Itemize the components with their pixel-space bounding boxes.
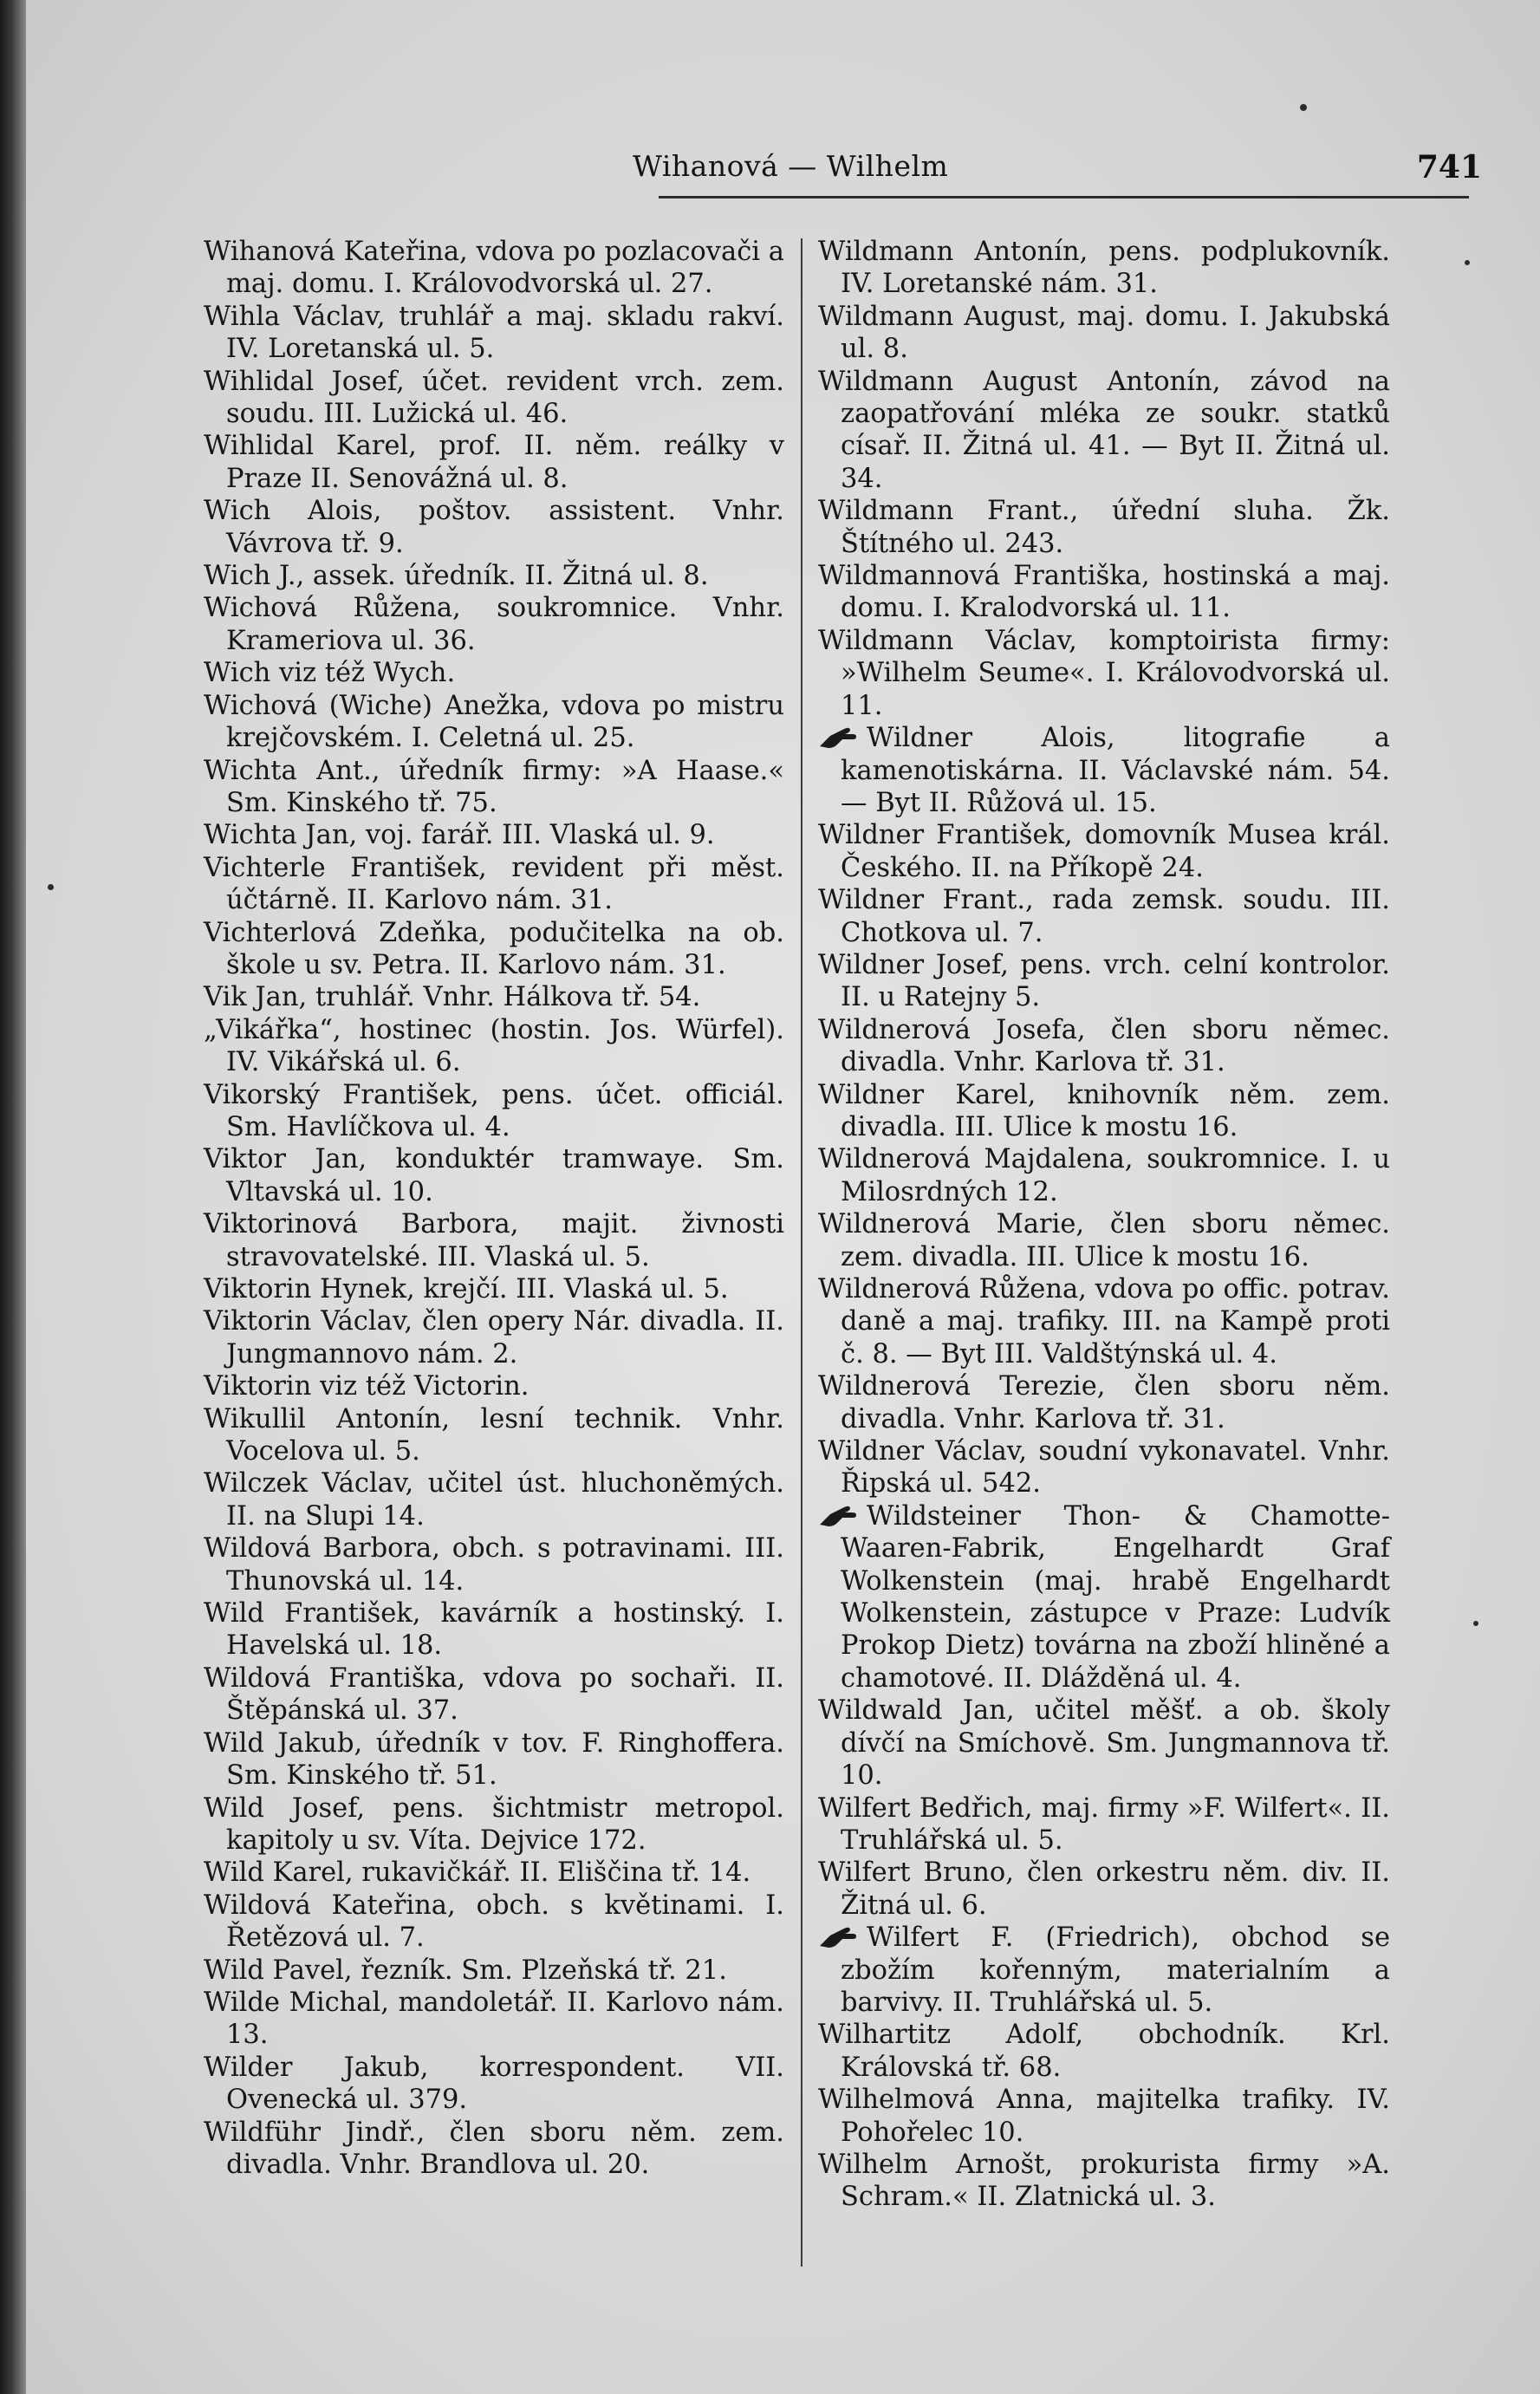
entry-text: Wild Pavel, řezník. Sm. Plzeňská tř. 21. — [204, 1955, 727, 1986]
directory-entry — [818, 1079, 1390, 1144]
directory-entry — [818, 236, 1390, 301]
entry-text: Wilhartitz Adolf, obchodník. Krl. Královská tř. 68. — [818, 2020, 1390, 2083]
left-column — [204, 236, 784, 2181]
directory-entry — [818, 1014, 1390, 1079]
entry-text: Wichová Růžena, soukromnice. Vnhr. Krameriova ul. 36. — [204, 593, 784, 656]
entry-text: Wikullil Antonín, lesní technik. Vnhr. Vocelova ul. 5. — [204, 1403, 784, 1467]
directory-entry — [204, 1403, 784, 1468]
entry-text: Wihla Václav, truhlář a maj. skladu rakví. IV. Loretanská ul. 5. — [204, 301, 784, 365]
entry-text: Wildová Františka, vdova po sochaři. II. Štěpánská ul. 37. — [204, 1662, 784, 1727]
directory-entry — [204, 1208, 784, 1273]
entry-text: Wihlidal Josef, účet. revident vrch. zem. soudu. III. Lužická ul. 46. — [204, 366, 784, 430]
entry-text: Wilfert Bruno, člen orkestru něm. div. II. Žitná ul. 6. — [818, 1857, 1390, 1921]
directory-entry — [204, 1890, 784, 1955]
entry-text: Wildwald Jan, učitel měšť. a ob. školy dívčí na Smíchově. Sm. Jungmannova tř. 10. — [818, 1695, 1390, 1792]
entry-text: Wildnerová Josefa, člen sboru němec. divadla. Vnhr. Karlova tř. 31. — [818, 1014, 1390, 1078]
directory-entry — [204, 1273, 784, 1305]
entry-text: Wild Karel, rukavičkář. II. Eliščina tř. 14. — [204, 1857, 751, 1889]
column-divider — [801, 238, 802, 2267]
directory-entry — [818, 1208, 1390, 1273]
entry-text: Wildnerová Terezie, člen sboru něm. divadla. Vnhr. Karlova tř. 31. — [818, 1371, 1390, 1434]
directory-entry — [818, 1857, 1390, 1922]
directory-entry — [204, 657, 784, 689]
print-speck — [48, 884, 54, 890]
directory-entry — [204, 430, 784, 495]
entry-text: Wildmann Frant., úřední sluha. Žk. Štítného ul. 243. — [818, 496, 1390, 559]
directory-entry — [204, 301, 784, 366]
entry-text: Wich viz též Wych. — [204, 658, 456, 689]
directory-entry — [818, 1273, 1390, 1370]
header-rule — [659, 196, 1469, 198]
directory-entry — [204, 1662, 784, 1727]
directory-entry — [204, 852, 784, 917]
entry-text: Wichta Ant., úředník firmy: »A Haase.« Sm. Kinského tř. 75. — [204, 755, 784, 818]
entry-text: Wichta Jan, voj. farář. III. Vlaská ul. 9. — [204, 820, 715, 851]
pointing-hand-icon — [818, 1502, 858, 1528]
directory-entry — [818, 625, 1390, 722]
book-gutter-shadow — [0, 0, 26, 2394]
entry-text: Viktorin viz též Victorin. — [204, 1371, 530, 1402]
directory-entry — [818, 1143, 1390, 1208]
directory-entry — [204, 236, 784, 301]
entry-text: Wild František, kavárník a hostinský. I. Havelská ul. 18. — [204, 1598, 784, 1662]
entry-text: Viktor Jan, konduktér tramwaye. Sm. Vltavská ul. 10. — [204, 1144, 784, 1207]
entry-text: Wildner Alois, litografie a kamenotiskárna. II. Václavské nám. 54. — Byt II. Růžová ul. 15. — [841, 723, 1390, 818]
pointing-hand-icon — [818, 1923, 858, 1949]
directory-entry — [818, 2149, 1390, 2214]
directory-entry — [204, 1370, 784, 1402]
entry-text: Wildnerová Marie, člen sboru němec. zem. divadla. III. Ulice k mostu 16. — [818, 1209, 1390, 1272]
page-number: 741 — [1416, 149, 1482, 185]
entry-text: Wildmann Antonín, pens. podplukovník. IV. Loretanské nám. 31. — [818, 237, 1390, 300]
directory-entry — [204, 1727, 784, 1792]
entry-text: Wildová Barbora, obch. s potravinami. III. Thunovská ul. 14. — [204, 1533, 784, 1597]
entry-text: Wildner Karel, knihovník něm. zem. divadla. III. Ulice k mostu 16. — [818, 1079, 1390, 1142]
directory-entry — [204, 755, 784, 820]
entry-text: Wihlidal Karel, prof. II. něm. reálky v Praze II. Senovážná ul. 8. — [204, 431, 784, 494]
entry-text: Wilfert Bedřich, maj. firmy »F. Wilfert«. II. Truhlářská ul. 5. — [818, 1792, 1390, 1856]
entry-text: Vichterle František, revident při měst. účtárně. II. Karlovo nám. 31. — [204, 852, 784, 916]
entry-text: Wildner Josef, pens. vrch. celní kontrolor. II. u Ratejny 5. — [818, 949, 1390, 1013]
directory-entry — [204, 1143, 784, 1208]
entry-text: Vikorský František, pens. účet. officiál. Sm. Havlíčkova ul. 4. — [204, 1079, 784, 1142]
entry-text: Wild Jakub, úředník v tov. F. Ringhofferа. Sm. Kinského tř. 51. — [204, 1727, 784, 1792]
directory-entry — [204, 366, 784, 431]
directory-entry — [204, 1014, 784, 1079]
entry-text: Wilfert F. (Friedrich), obchod se zbožím kořenným, materialním a barvivy. II. Truhlářská ul. 5. — [841, 1922, 1390, 2018]
directory-entry — [204, 1955, 784, 1987]
entry-text: Viktorin Hynek, krejčí. III. Vlaská ul. 5. — [204, 1274, 729, 1304]
directory-entry — [204, 1467, 784, 1532]
entry-text: Wildsteiner Thon- & Chamotte-Waaren-Fabrik, Engelhardt Graf Wolkenstein (maj. hrabě Engelhardt Wolkenstein, zástupce v Praze: Ludvík Prokop Dietz) továrna na zboží hliněné a chamotové. II. Dlážděná ul. 4. — [841, 1500, 1390, 1694]
directory-entry — [204, 560, 784, 592]
entry-text: Vik Jan, truhlář. Vnhr. Hálkova tř. 54. — [204, 982, 701, 1013]
directory-entry — [818, 2084, 1390, 2149]
directory-entry — [204, 1987, 784, 2052]
entry-text: Wildnerová Majdalena, soukromnice. I. u Milosrdných 12. — [818, 1144, 1390, 1207]
entry-text: Wildmann August, maj. domu. I. Jakubská ul. 8. — [818, 301, 1390, 365]
directory-entry — [818, 366, 1390, 496]
directory-entry — [818, 1792, 1390, 1857]
running-title: Wihanová — Wilhelm — [633, 149, 949, 183]
entry-text: Wildführ Jindř., člen sboru něm. zem. divadla. Vnhr. Brandlova ul. 20. — [204, 2117, 784, 2180]
directory-entry — [204, 981, 784, 1013]
pointing-hand-icon — [818, 724, 858, 750]
print-speck — [1300, 104, 1307, 111]
right-column — [818, 236, 1390, 2214]
entry-text: Wilczek Václav, učitel úst. hluchoněmých. II. na Slupi 14. — [204, 1468, 784, 1532]
directory-entry — [204, 1532, 784, 1597]
entry-text: Wilhelmová Anna, majitelka trafiky. IV. Pohořelec 10. — [818, 2085, 1390, 2148]
directory-entry — [818, 495, 1390, 560]
entry-text: Wildmann August Antonín, závod na zaopatřování mléka ze soukr. statků císař. II. Žitná ul. 41. — Byt II. Žitná ul. 34. — [818, 366, 1390, 494]
entry-text: Wilhelm Arnošt, prokurista firmy »A. Schram.« II. Zlatnická ul. 3. — [818, 2149, 1390, 2213]
directory-entry — [204, 495, 784, 560]
directory-entry — [204, 819, 784, 851]
entry-text: „Vikářka“, hostinec (hostin. Jos. Würfel). IV. Vikářská ul. 6. — [204, 1014, 784, 1078]
directory-entry — [818, 1500, 1390, 1695]
directory-entry — [204, 592, 784, 657]
directory-entry — [204, 2052, 784, 2117]
entry-text: Vichterlová Zdeňka, podučitelka na ob. škole u sv. Petra. II. Karlovo nám. 31. — [204, 917, 784, 980]
entry-text: Wich J., assek. úředník. II. Žitná ul. 8. — [204, 561, 709, 592]
directory-entry — [204, 2117, 784, 2182]
directory-entry — [818, 560, 1390, 625]
entry-text: Wilde Michal, mandoletář. II. Karlovo nám. 13. — [204, 1987, 784, 2051]
entry-text: Wildmann Václav, komptoirista firmy: »Wilhelm Seume«. I. Královodvorská ul. 11. — [818, 625, 1390, 721]
entry-text: Wilder Jakub, korrespondent. VII. Ovenecká ul. 379. — [204, 2052, 784, 2116]
directory-entry — [818, 819, 1390, 884]
directory-entry — [204, 1792, 784, 1857]
print-speck — [1473, 1621, 1478, 1626]
page-header — [633, 149, 1482, 201]
directory-entry — [204, 1305, 784, 1370]
directory-entry — [204, 1857, 784, 1889]
entry-text: Wildnerová Růžena, vdova po offic. potrav. daně a maj. trafiky. III. na Kampě proti č. 8. — Byt III. Valdštýnská ul. 4. — [818, 1274, 1390, 1369]
directory-entry — [204, 690, 784, 755]
directory-entry — [204, 1597, 784, 1662]
directory-entry — [204, 1079, 784, 1144]
entry-text: Wihanová Kateřina, vdova po pozlacovači a maj. domu. I. Královodvorská ul. 27. — [204, 237, 784, 300]
directory-entry — [818, 301, 1390, 366]
directory-entry — [818, 1435, 1390, 1500]
directory-entry — [818, 1922, 1390, 2019]
entry-text: Wildner František, domovník Musea král. Českého. II. na Příkopě 24. — [818, 820, 1390, 883]
directory-entry — [818, 722, 1390, 819]
entry-text: Viktorinová Barbora, majit. živnosti stravovatelské. III. Vlaská ul. 5. — [204, 1209, 784, 1272]
entry-text: Wildner Václav, soudní vykonavatel. Vnhr. Řipská ul. 542. — [818, 1436, 1390, 1500]
entry-text: Wild Josef, pens. šichtmistr metropol. kapitoly u sv. Víta. Dejvice 172. — [204, 1792, 784, 1856]
print-speck — [1465, 260, 1470, 265]
entry-text: Wich Alois, poštov. assistent. Vnhr. Vávrova tř. 9. — [204, 496, 784, 559]
directory-entry — [818, 2019, 1390, 2084]
directory-entry — [204, 917, 784, 982]
directory-entry — [818, 1695, 1390, 1792]
entry-text: Viktorin Václav, člen opery Nár. divadla. II. Jungmannovo nám. 2. — [204, 1306, 784, 1369]
entry-text: Wildner Frant., rada zemsk. soudu. III. Chotkova ul. 7. — [818, 885, 1390, 948]
directory-entry — [818, 884, 1390, 949]
directory-entry — [818, 1370, 1390, 1435]
entry-text: Wildová Kateřina, obch. s květinami. I. Řetězová ul. 7. — [204, 1890, 784, 1954]
directory-entry — [818, 949, 1390, 1014]
entry-text: Wildmannová Františka, hostinská a maj. domu. I. Kralodvorská ul. 11. — [818, 561, 1390, 624]
entry-text: Wichová (Wiche) Anežka, vdova po mistru krejčovském. I. Celetná ul. 25. — [204, 690, 784, 754]
